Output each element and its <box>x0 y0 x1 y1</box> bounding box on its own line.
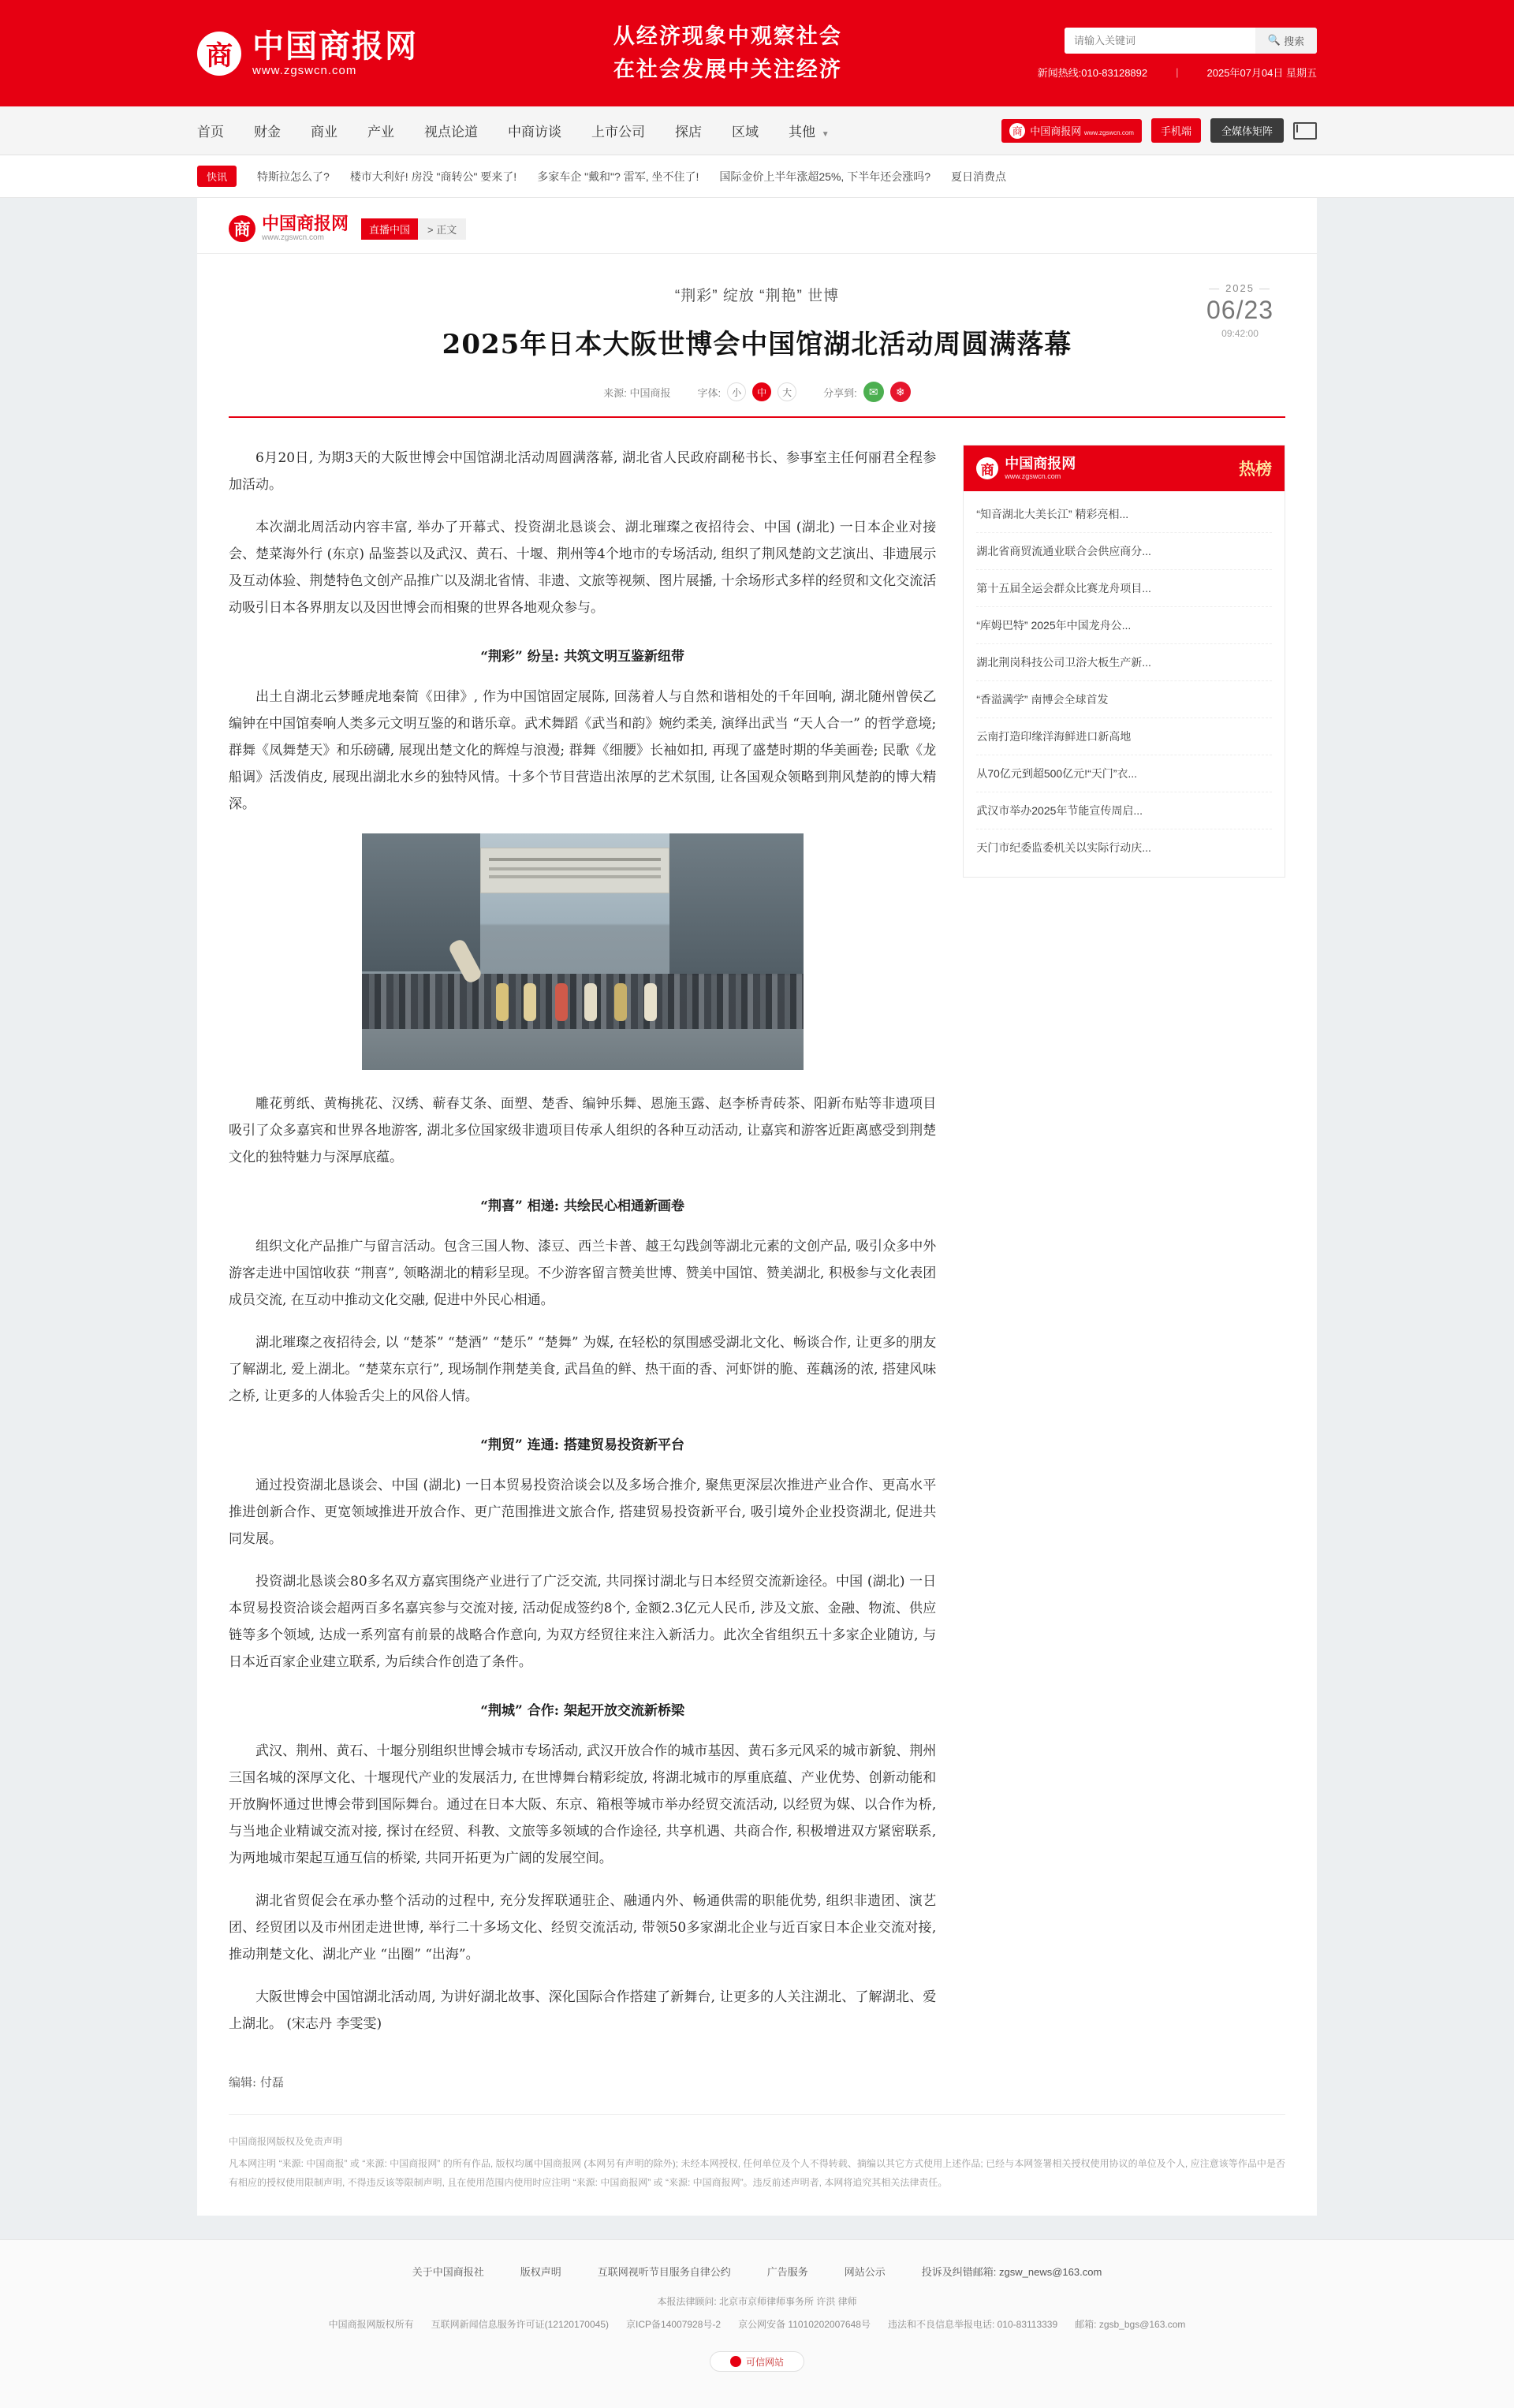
news-hotline: 新闻热线:010-83128892 <box>1037 66 1148 79</box>
nav-item-others-label: 其他 <box>789 125 815 140</box>
ticker-item[interactable]: 楼市大利好! 房没 "商转公" 要来了! <box>349 170 517 183</box>
sidebar-logo-url: www.zgswcn.com <box>1005 472 1061 480</box>
hot-list-header <box>964 445 1285 491</box>
article-date-monthday: 06/23 <box>1206 296 1274 325</box>
content-card <box>197 198 1317 2216</box>
footer-link-copyright[interactable]: 版权声明 <box>520 2266 561 2279</box>
site-footer <box>0 2239 1514 2408</box>
chip-url: www.zgswcn.com <box>1083 129 1134 136</box>
search-button[interactable] <box>1255 28 1317 54</box>
page-title: 2025年日本大阪世博会中国馆湖北活动周圆满落幕 <box>442 329 1072 361</box>
trusted-site-badge[interactable] <box>710 2351 804 2372</box>
news-ticker <box>0 155 1514 198</box>
nav-item-viewpoint[interactable]: 视点论道 <box>424 125 478 140</box>
trusted-site-label: 可信网站 <box>745 2356 784 2368</box>
footer-link-ads[interactable]: 广告服务 <box>766 2266 808 2279</box>
footer-legal-counsel: 本报法律顾问: 北京市京师律师事务所 许洪 律师 <box>657 2296 857 2308</box>
article-paragraph: 大阪世博会中国馆湖北活动周, 为讲好湖北故事、深化国际合作搭建了新舞台, 让更多的人关注湖北、了解湖北、爱上湖北。 (宋志丹 李雯雯) <box>229 1989 937 2033</box>
breadcrumb-logo-icon: 商 <box>229 215 255 242</box>
nav-item-region[interactable]: 区域 <box>732 125 759 140</box>
photo-building-right <box>669 833 804 983</box>
footer-link-public-notice[interactable]: 网站公示 <box>844 2266 886 2279</box>
list-item[interactable]: 云南打造印缘洋海鲜进口新高地 <box>976 718 1272 755</box>
article-source <box>603 385 670 400</box>
photo-performer <box>524 983 536 1021</box>
breadcrumb-logo-url: www.zgswcn.com <box>262 233 324 243</box>
article-figure <box>229 833 936 1070</box>
hot-list-badge: 热榜 <box>1239 459 1272 479</box>
footer-icp-item[interactable]: 京ICP备14007928号-2 <box>626 2319 722 2331</box>
disclaimer-title: 中国商报网版权及免责声明 <box>229 2136 343 2148</box>
hot-list <box>964 491 1285 877</box>
article-paragraph: 6月20日, 为期3天的大阪世博会中国馆湖北活动周圆满落幕, 湖北省人民政府副秘书长、参事室主任何丽君全程参加活动。 <box>229 450 937 494</box>
site-header <box>0 0 1514 106</box>
nav-item-list <box>197 121 830 140</box>
search-box[interactable] <box>1065 28 1317 54</box>
article-source-value: 中国商报 <box>629 386 671 399</box>
footer-link-about[interactable]: 关于中国商报社 <box>412 2266 484 2279</box>
footer-icp-item[interactable]: 京公网安备 11010202007648号 <box>738 2319 871 2331</box>
current-date: 2025年07月04日 星期五 <box>1206 66 1317 79</box>
article-paragraph: 湖北省贸促会在承办整个活动的过程中, 充分发挥联通驻企、融通内外、畅通供需的职能优势, 组织非遗团、演艺团、经贸团以及市州团走进世博, 举行二十多场文化、经贸交流活动, 带领50多家湖北企业与近百家日本企业交流对接, 推动荆楚文化、湖北产业 “出圈” “出海”。 <box>229 1893 937 1963</box>
article-paragraph: 本次湖北周活动内容丰富, 举办了开幕式、投资湖北恳谈会、湖北璀璨之夜招待会、中国 (湖北) 一日本企业对接会、楚菜海外行 (东京) 品鉴荟以及武汉、黄石、十堰、荆州等4个地市的专场活动, 组织了荆风楚韵文艺演出、非遗展示及互动体验、荆楚特色文创产品推广以及湖北省情、非遗、文旅等视频、图片展播, 十余场形式多样的经贸和文化交流活动吸引日本各界朋友以及因世博会而相聚的世界各地观众参与。 <box>229 520 937 617</box>
nav-item-industry[interactable]: 产业 <box>367 125 394 140</box>
sidebar-logo-icon: 商 <box>976 457 998 479</box>
photo-performer <box>555 983 568 1021</box>
photo-performer <box>584 983 597 1021</box>
font-size-control <box>698 382 797 401</box>
font-size-label: 字体: <box>697 386 722 399</box>
font-size-small-button[interactable]: 小 <box>727 382 746 401</box>
sidebar-logo <box>976 457 1076 480</box>
media-matrix-button[interactable]: 全媒体矩阵 <box>1210 118 1284 143</box>
nav-item-others[interactable] <box>789 121 830 140</box>
wechat-icon[interactable]: ✉ <box>863 382 884 402</box>
article-subheading: “荆城” 合作: 架起开放交流新桥梁 <box>480 1703 684 1720</box>
photo-stage-banner <box>480 848 669 893</box>
ticker-badge: 快讯 <box>197 166 237 187</box>
article-paragraph: 组织文化产品推广与留言活动。包含三国人物、漆豆、西兰卡普、越王勾践剑等湖北元素的文创产品, 吸引众多中外游客走进中国馆收获 “荆喜”, 领略湖北的精彩呈现。不少游客留言赞美世博、赞美中国馆、赞美湖北, 积极参与文化表团成员交流, 在互动中推动文化交融, 促进中外民心相通。 <box>229 1239 937 1309</box>
search-input[interactable] <box>1065 28 1255 54</box>
search-icon: 🔍 <box>1267 34 1281 46</box>
article-paragraph: 雕花剪纸、黄梅挑花、汉绣、蕲春艾条、面塑、楚香、编钟乐舞、恩施玉露、赵李桥青砖茶、阳新布贴等非遗项目吸引了众多嘉宾和世界各地游客, 湖北多位国家级非遗项目传承人组织的各种互动活动, 让嘉宾和游客近距离感受到荆楚文化的独特魅力与深厚底蕴。 <box>229 1096 937 1166</box>
nav-item-commerce[interactable]: 商业 <box>311 125 337 140</box>
list-item[interactable]: 湖北省商贸流通业联合会供应商分... <box>976 533 1272 570</box>
nav-brand-chip[interactable] <box>1001 119 1142 143</box>
breadcrumb-path <box>361 218 466 240</box>
share-control <box>823 382 911 402</box>
ticker-item[interactable]: 多家车企 "戴和"? 雷军, 坐不住了! <box>537 170 699 183</box>
mobile-button[interactable]: 手机端 <box>1151 118 1201 143</box>
photo-performer <box>496 983 509 1021</box>
copyright-disclaimer <box>229 2114 1285 2216</box>
article-paragraph: 湖北璀璨之夜招待会, 以 “楚茶” “楚酒” “楚乐” “楚舞” 为媒, 在轻松的氛围感受湖北文化、畅谈合作, 让更多的朋友了解湖北, 爱上湖北。“楚菜东京行”, 现场制作荆楚美食, 武昌鱼的鲜、热干面的香、河虾饼的脆、莲藕汤的浓, 搭建风味之桥, 让更多的人体验舌尖上的风俗人情。 <box>229 1335 937 1405</box>
footer-link-complaint-email[interactable]: 投诉及纠错邮箱: zgsw_news@163.com <box>921 2266 1102 2279</box>
hot-list-card <box>963 445 1285 878</box>
article-content <box>229 445 936 2053</box>
logo-icon: 商 <box>197 32 241 76</box>
photo-performer <box>614 983 627 1021</box>
mail-icon[interactable] <box>1293 122 1317 140</box>
article-kicker: “荆彩” 绽放 “荆艳” 世博 <box>674 288 840 305</box>
disclaimer-body: 凡本网注明 “来源: 中国商报” 或 “来源: 中国商报网” 的所有作品, 版权均属中国商报网 (本网另有声明的除外); 未经本网授权, 任何单位及个人不得转载、摘编以其它方式使用上述作品; 已经与本网签署相关授权使用协议的单位及个人, 应注意该等作品中是否有相应的授权使用限制声明, 不得违反该等限制声明, 且在使用范围内使用时应注明 “来源: 中国商报网” 或 “来源: 中国商报网”。违反前述声明者, 本网将追究其相关法律责任。 <box>229 2158 1285 2189</box>
breadcrumb <box>197 198 1317 254</box>
breadcrumb-logo[interactable] <box>229 215 349 242</box>
footer-link-list <box>0 2264 1514 2279</box>
article-paragraph: 投资湖北恳谈会80多名双方嘉宾围绕产业进行了广泛交流, 共同探讨湖北与日本经贸交流新途径。中国 (湖北) 一日本贸易投资洽谈会超两百多名嘉宾参与交流对接, 活动促成签约8个, 金额2.3亿元人民币, 涉及文旅、金融、物流、供应链等多个领域, 达成一系列富有前景的战略合作意向, 为双方经贸往来注入新活力。此次全省组织五十多家企业随访, 与日本近百家企业建立联系, 为后续合作创造了条件。 <box>229 1574 937 1671</box>
shield-icon <box>730 2356 741 2367</box>
footer-icp-info <box>0 2317 1514 2331</box>
meta-divider: | <box>1176 65 1179 78</box>
share-label: 分享到: <box>823 386 857 399</box>
logo-title: 中国商报网 <box>252 28 418 65</box>
article-paragraph: 武汉、荆州、黄石、十堰分别组织世博会城市专场活动, 武汉开放合作的城市基因、黄石多元风采的城市新貌、荆州三国名城的深厚文化、十堰现代产业的发展活力, 在世博舞台精彩绽放, 将湖北城市的厚重底蕴、产业优势、创新动能和开放胸怀通过世博会带到国际舞台。通过在日本大阪、东京、箱根等城市举办经贸交流活动, 以经贸为媒、以合作为桥, 与当地企业精诚交流对接, 探讨在经贸、科教、文旅等多领域的合作途径, 共享机遇、共商合作, 积极增进双方紧密联系, 为两地城市架起互通互信的桥梁, 共同开拓更为广阔的发展空间。 <box>229 1743 937 1867</box>
article-source-label: 来源: <box>603 386 627 399</box>
article-photo <box>362 833 804 1070</box>
list-item[interactable]: “库姆巴特” 2025年中国龙舟公... <box>976 607 1272 644</box>
article-editor: 编辑: 付磊 <box>229 2075 284 2090</box>
list-item[interactable]: “香溢满学” 南博会全球首发 <box>976 681 1272 718</box>
list-item[interactable]: 武汉市举办2025年节能宣传周启... <box>976 792 1272 829</box>
ticker-item[interactable]: 特斯拉怎么了? <box>257 170 330 183</box>
article-header <box>197 254 1317 402</box>
nav-item-interview[interactable]: 中商访谈 <box>508 125 561 140</box>
nav-item-home[interactable]: 首页 <box>197 125 224 140</box>
logo-url: www.zgswcn.com <box>252 64 357 77</box>
weibo-icon[interactable]: ❄ <box>890 382 911 402</box>
article-date-year: — 2025 — <box>1204 282 1276 294</box>
list-item[interactable]: “知音湖北大美长江” 精彩亮相... <box>976 496 1272 533</box>
font-size-medium-button[interactable]: 中 <box>752 382 771 401</box>
chip-logo-icon: 商 <box>1009 123 1025 139</box>
site-slogan <box>613 21 842 87</box>
article-paragraph: 出土自湖北云梦睡虎地秦简《田律》, 作为中国馆固定展陈, 回荡着人与自然和谐相处的千年回响, 湖北随州曾侯乙编钟在中国馆奏响人类多元文明互鉴的和谐乐章。武术舞蹈《武当和韵》婉约柔美, 演绎出武当 “天人合一” 的哲学意境; 群舞《凤舞楚天》和乐磅礴, 展现出楚文化的辉煌与浪漫; 群舞《细腰》长袖如扣, 再现了盛楚时期的华美画卷; 民歌《龙船调》活泼俏皮, 展现出湖北水乡的独特风情。十多个节目营造出浓厚的艺术氛围, 让各国观众领略到荆风楚韵的博大精深。 <box>229 689 937 813</box>
breadcrumb-section[interactable]: 直播中国 <box>361 218 418 240</box>
header-utility <box>1038 28 1317 80</box>
list-item[interactable]: 第十五届全运会群众比赛龙舟项目... <box>976 570 1272 607</box>
article-date-time: 09:42:00 <box>1221 328 1259 340</box>
photo-performer <box>644 983 657 1021</box>
sidebar-logo-title: 中国商报网 <box>1005 455 1076 472</box>
article-body-layout <box>197 418 1317 2053</box>
nav-item-finance[interactable]: 财金 <box>254 125 281 140</box>
chevron-down-icon: ▼ <box>821 130 830 139</box>
article-date-box <box>1204 282 1276 339</box>
article-subheading: “荆彩” 纷呈: 共筑文明互鉴新纽带 <box>480 649 684 665</box>
nav-right-group <box>1001 118 1317 143</box>
list-item[interactable]: 从70亿元到超500亿元!“天门”衣... <box>976 755 1272 792</box>
nav-item-listed-companies[interactable]: 上市公司 <box>591 125 645 140</box>
footer-link-self-discipline[interactable]: 互联网视听节目服务自律公约 <box>597 2266 731 2279</box>
article-subheading: “荆贸” 连通: 搭建贸易投资新平台 <box>480 1437 684 1454</box>
list-item[interactable]: 湖北荆岗科技公司卫浴大板生产新... <box>976 644 1272 681</box>
slogan-line-2: 在社会发展中关注经济 <box>613 57 842 81</box>
footer-icp-item: 互联网新闻信息服务许可证(12120170045) <box>431 2319 609 2331</box>
footer-icp-item: 邮箱: zgsb_bgs@163.com <box>1075 2319 1186 2331</box>
main-nav <box>0 106 1514 155</box>
breadcrumb-logo-title: 中国商报网 <box>262 214 349 234</box>
chip-title: 中国商报网 <box>1030 125 1082 137</box>
footer-icp-item: 中国商报网版权所有 <box>328 2319 414 2331</box>
ticker-item[interactable]: 国际金价上半年涨超25%, 下半年还会涨吗? <box>719 170 930 183</box>
site-logo[interactable] <box>197 29 418 77</box>
photo-crowd <box>362 974 804 1029</box>
ticker-item[interactable]: 夏日消费点 <box>950 170 1006 183</box>
footer-icp-item: 违法和不良信息举报电话: 010-83113339 <box>887 2319 1058 2331</box>
breadcrumb-current: > 正文 <box>418 218 466 240</box>
nav-item-shop-visit[interactable]: 探店 <box>675 125 702 140</box>
sidebar <box>963 445 1285 2053</box>
list-item[interactable]: 天门市纪委监委机关以实际行动庆... <box>976 841 1151 855</box>
article-meta <box>229 382 1285 402</box>
search-button-label: 搜索 <box>1284 35 1305 47</box>
article-paragraph: 通过投资湖北恳谈会、中国 (湖北) 一日本贸易投资洽谈会以及多场合推介, 聚焦更深层次推进产业合作、更高水平推进创新合作、更宽领域推进开放合作、更广范围推进文旅合作, 搭建贸易投资新平台, 吸引境外企业投资湖北, 促进共同发展。 <box>229 1478 937 1548</box>
slogan-line-1: 从经济现象中观察社会 <box>613 24 842 48</box>
font-size-large-button[interactable]: 大 <box>778 382 796 401</box>
article-subheading: “荆喜” 相递: 共绘民心相通新画卷 <box>480 1198 684 1215</box>
